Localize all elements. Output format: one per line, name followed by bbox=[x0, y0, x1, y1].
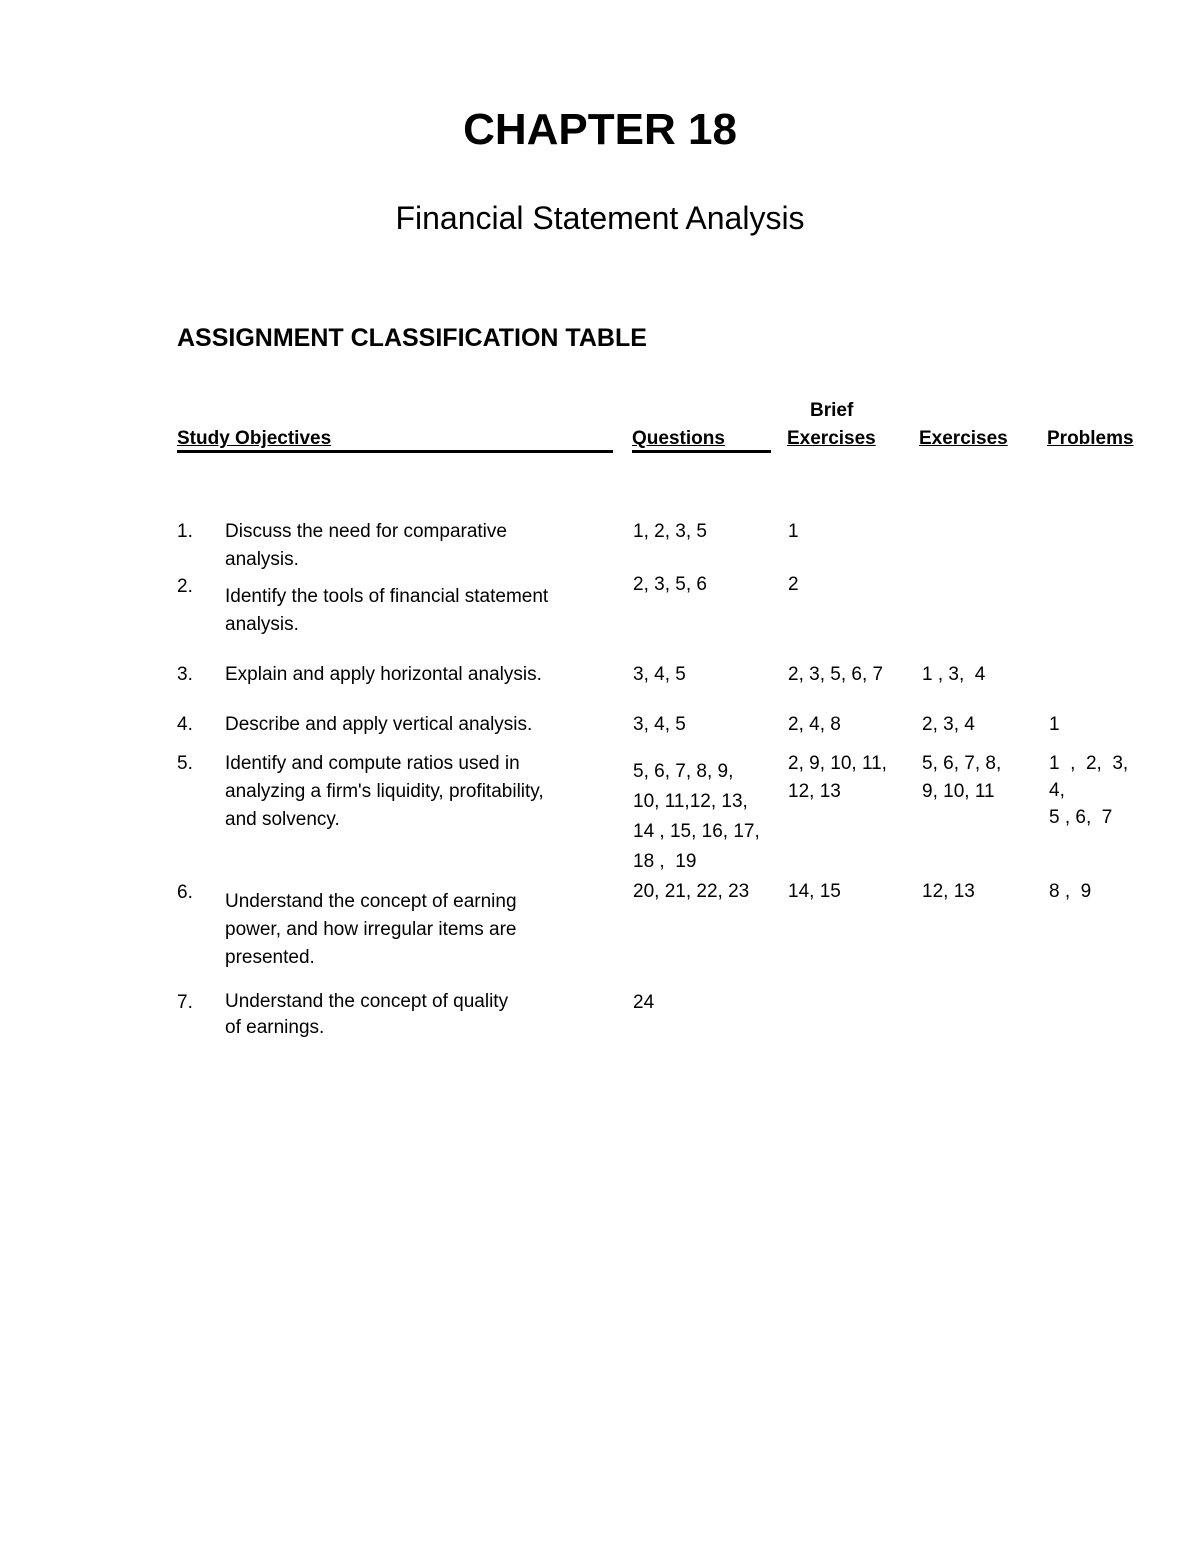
row-4-number: 4. bbox=[177, 714, 193, 735]
header-exercises: Exercises bbox=[919, 428, 1008, 449]
row-2-number: 2. bbox=[177, 576, 193, 597]
row-6-problems: 8 , 9 bbox=[1049, 881, 1092, 902]
row-2-objective: Identify the tools of financial statement analysis. bbox=[225, 586, 549, 635]
header-brief-exercises: Exercises bbox=[787, 428, 876, 449]
header-study-objectives: Study Objectives bbox=[177, 428, 332, 449]
row-4-problems: 1 bbox=[1049, 714, 1060, 735]
row-3-number: 3. bbox=[177, 664, 193, 685]
row-7-questions: 24 bbox=[633, 992, 655, 1013]
row-4-brief-exercises: 2, 4, 8 bbox=[788, 714, 841, 735]
table-title: ASSIGNMENT CLASSIFICATION TABLE bbox=[177, 324, 647, 352]
row-5-objective: Identify and compute ratios used in analyzing a firm's liquidity, profitability, and solvency. bbox=[225, 753, 544, 830]
header-brief: Brief bbox=[810, 400, 854, 421]
chapter-subtitle: Financial Statement Analysis bbox=[395, 200, 805, 236]
row-4-questions: 3, 4, 5 bbox=[633, 714, 686, 735]
chapter-title: CHAPTER 18 bbox=[463, 105, 737, 154]
row-2-brief-exercises: 2 bbox=[788, 574, 799, 595]
row-2-questions: 2, 3, 5, 6 bbox=[633, 574, 707, 595]
row-1-questions: 1, 2, 3, 5 bbox=[633, 521, 707, 542]
row-6-questions: 20, 21, 22, 23 bbox=[633, 881, 750, 902]
row-6-exercises: 12, 13 bbox=[922, 881, 975, 902]
row-6-brief-exercises: 14, 15 bbox=[788, 881, 841, 902]
row-6-objective: Understand the concept of earning power, and how irregular items are presented. bbox=[225, 891, 517, 968]
row-7-number: 7. bbox=[177, 992, 193, 1013]
row-3-brief-exercises: 2, 3, 5, 6, 7 bbox=[788, 664, 884, 685]
row-5-exercises: 5, 6, 7, 8, 9, 10, 11 bbox=[922, 753, 1002, 802]
row-1-brief-exercises: 1 bbox=[788, 521, 799, 542]
row-4-objective: Describe and apply vertical analysis. bbox=[225, 714, 533, 735]
row-5-brief-exercises: 2, 9, 10, 11, 12, 13 bbox=[788, 753, 887, 802]
row-5-problems: 1 , 2, 3, 4, 5 , 6, 7 bbox=[1049, 753, 1129, 828]
row-1-objective: Discuss the need for comparative analysis. bbox=[225, 521, 507, 570]
header-questions: Questions bbox=[632, 428, 725, 449]
header-underline-questions bbox=[632, 450, 771, 453]
row-7-objective: Understand the concept of quality of earnings. bbox=[225, 991, 509, 1038]
row-5-questions: 5, 6, 7, 8, 9, 10, 11,12, 13, 14 , 15, 16, 17, 18 , 19 bbox=[633, 761, 760, 872]
row-6-number: 6. bbox=[177, 882, 193, 903]
row-3-questions: 3, 4, 5 bbox=[633, 664, 686, 685]
row-3-exercises: 1 , 3, 4 bbox=[922, 664, 986, 685]
header-underline-objectives bbox=[177, 450, 613, 453]
row-5-number: 5. bbox=[177, 753, 193, 774]
row-1-number: 1. bbox=[177, 521, 193, 542]
row-3-objective: Explain and apply horizontal analysis. bbox=[225, 664, 542, 685]
header-problems: Problems bbox=[1047, 428, 1134, 449]
row-4-exercises: 2, 3, 4 bbox=[922, 714, 975, 735]
